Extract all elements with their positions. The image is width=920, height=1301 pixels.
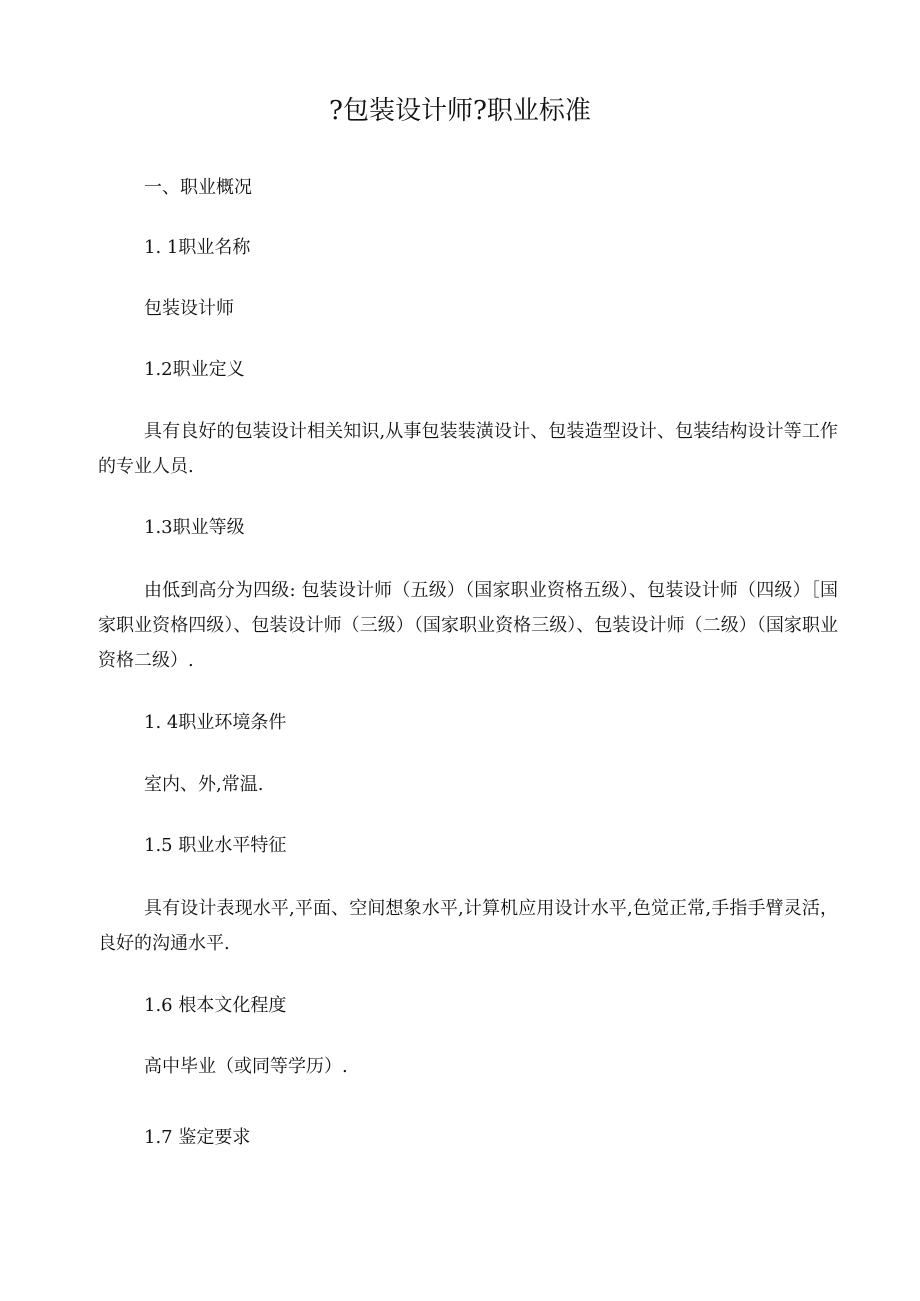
ability-features-paragraph: 具有设计表现水平,平面、空间想象水平,计算机应用设计水平,色觉正常,手指手臂灵活，良好的沟通水平. bbox=[98, 898, 838, 954]
environment-text: 室内、外,常温. bbox=[144, 774, 264, 795]
occupation-levels-paragraph: 由低到高分为四级: 包装设计师（五级）（国家职业资格五级）、包装设计师（四级）［国家职业资格四级）、包装设计师（三级）（国家职业资格三级）、包装设计师（二级）（国家职业资格二级）. bbox=[98, 580, 838, 671]
occupation-name-text: 包装设计师 bbox=[144, 298, 234, 319]
subsection-heading-education: 1.6 根本文化程度 bbox=[144, 995, 287, 1016]
subsection-heading-occupation-definition: 1.2职业定义 bbox=[144, 359, 245, 380]
subsection-heading-appraisal: 1.7 鉴定要求 bbox=[144, 1127, 251, 1148]
subsection-heading-environment: 1. 4职业环境条件 bbox=[144, 712, 287, 733]
occupation-definition-paragraph: 具有良好的包装设计相关知识,从事包装装潢设计、包装造型设计、包装结构设计等工作的专业人员. bbox=[98, 421, 838, 477]
subsection-heading-occupation-levels: 1.3职业等级 bbox=[144, 517, 245, 538]
subsection-heading-occupation-name: 1. 1职业名称 bbox=[144, 237, 251, 258]
subsection-heading-ability-features: 1.5 职业水平特征 bbox=[144, 835, 287, 856]
page-title: ?包装设计师?职业标准 bbox=[329, 96, 591, 126]
section-heading-overview: 一、职业概况 bbox=[144, 177, 252, 198]
education-text: 高中毕业（或同等学历）. bbox=[144, 1056, 348, 1077]
